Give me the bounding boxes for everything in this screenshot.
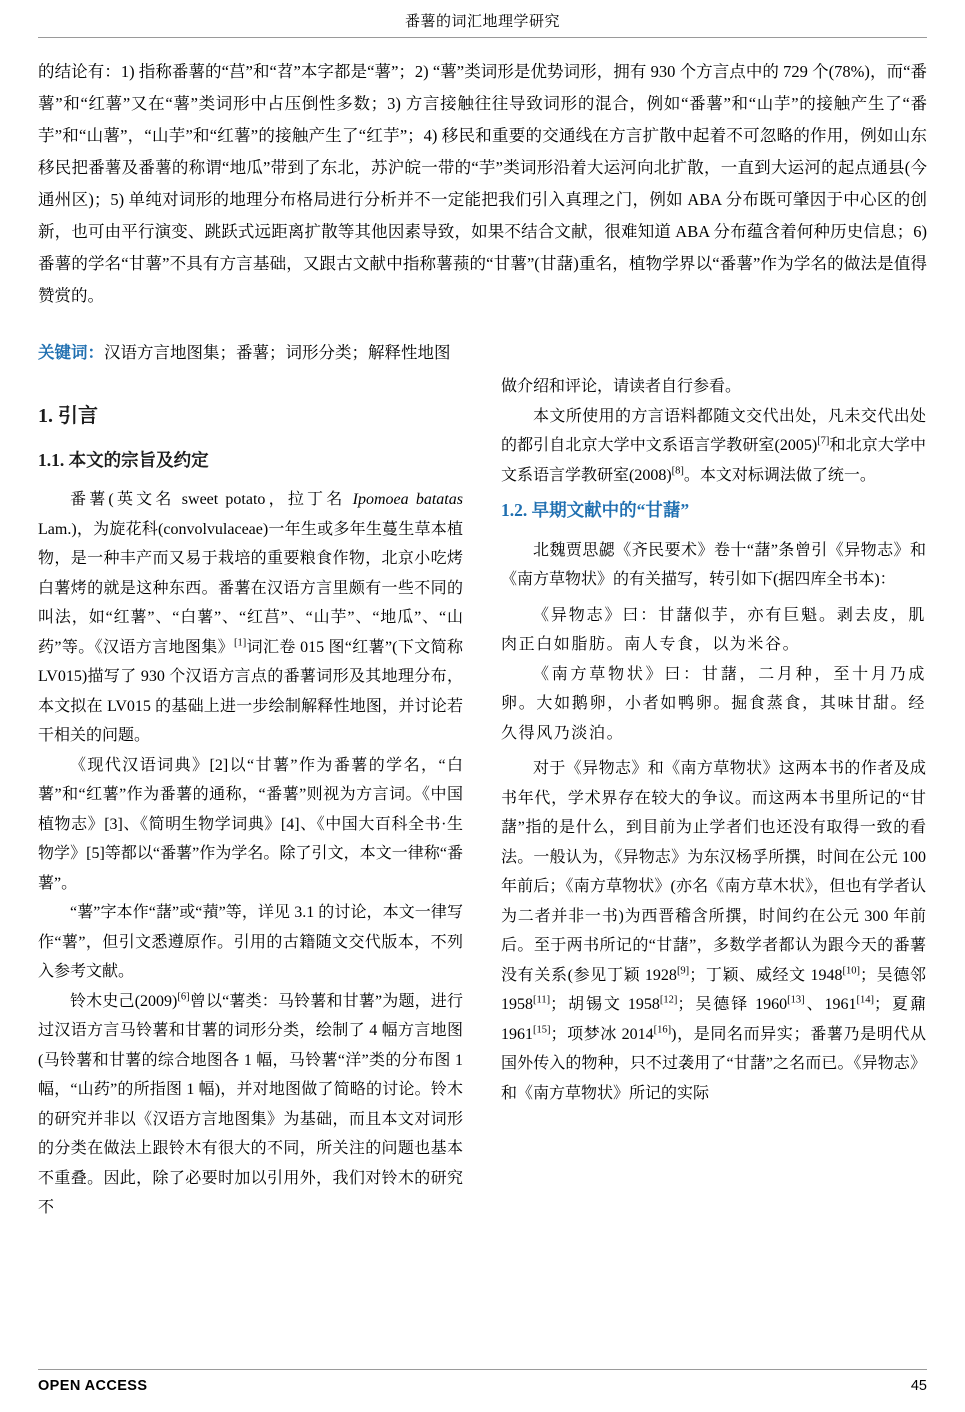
latin-term: sweet potato	[181, 491, 266, 508]
left-paragraph-2: 《现代汉语词典》[2]以“甘薯”作为番薯的学名，“白薯”和“红薯”作为番薯的通称，“番薯”则视为方言词。《中国植物志》[3]、《简明生物学词典》[4]、《中国大百科全书·生物学》[5]等都以“番薯”作为学名。除了引文，本文一律称“番薯”。	[38, 756, 463, 892]
keywords-label: 关键词：	[38, 343, 104, 362]
reference-marker: [12]	[659, 994, 678, 1006]
conclusion-block	[38, 56, 927, 312]
open-access-label: OPEN ACCESS	[38, 1378, 148, 1394]
header-divider	[38, 37, 927, 38]
quote-2: 《南方草物状》曰：甘藷，二月种，至十月乃成卵。大如鹅卵，小者如鸭卵。掘食蒸食，其味甘甜。经久得风乃淡泊。	[501, 665, 926, 742]
footer-divider	[38, 1369, 927, 1370]
left-column	[38, 372, 463, 1223]
reference-marker: [15]	[533, 1024, 551, 1036]
section-heading-1-2: 1.2. 早期文献中的“甘藷”	[501, 500, 690, 520]
reference-marker: [11]	[533, 994, 551, 1006]
right-column	[501, 372, 926, 1223]
running-head: 番薯的词汇地理学研究	[404, 14, 560, 30]
latin-author: Lam.	[38, 520, 72, 538]
two-column-body	[38, 372, 927, 1223]
reference-marker: [1]	[233, 637, 247, 649]
right-paragraph-3: 北魏贾思勰《齐民要术》卷十“藷”条曾引《异物志》和《南方草物状》的有关描写，转引如下(据四库全书本)：	[501, 541, 926, 588]
reference-marker: [8]	[671, 465, 684, 477]
left-paragraph-1: 番薯(英文名 sweet potato，拉丁名 Ipomoea batatas Lam.)，为旋花科(convolvulaceae)一年生或多年生蔓生草本植物，是一种丰产而又易于栽培的重要粮食作物，北京小吃烤白薯烤的就是这种东西。番薯在汉语方言里颇有一些不同的叫法，如“红薯”、“白薯”、“红莒”、“山芋”、“地瓜”、“山药”等。《汉语方言地图集》[1]词汇卷 015 图“红薯”(下文简称 LV015)描写了 930 个汉语方言点的番薯词形及其地理分布，本文拟在 LV015 的基础上进一步绘制解释性地图，并讨论若干相关的问题。	[38, 491, 463, 744]
keywords-block	[38, 338, 927, 368]
reference-marker: [16]	[653, 1024, 672, 1036]
reference-marker: [7]	[817, 435, 830, 447]
reference-marker: [9]	[676, 965, 690, 977]
keywords-value: 汉语方言地图集；番薯；词形分类；解释性地图	[104, 343, 451, 362]
right-paragraph-1: 做介绍和评论，请读者自行参看。	[501, 378, 742, 395]
quote-block	[501, 601, 926, 749]
left-paragraph-4: 铃木史己(2009)[6]曾以“薯类：马铃薯和甘薯”为题，进行过汉语方言马铃薯和甘薯的词形分类，绘制了 4 幅方言地图(马铃薯和甘薯的综合地图各 1 幅，马铃薯“洋”类的分布图 1 幅，“山药”的所指图 1 幅)，并对地图做了简略的讨论。铃木的研究并非以《汉语方言地图集》为基础，而且本文对词形的分类在做法上跟铃木有很大的不同，所关注的问题也基本不重叠。因此，除了必要时加以引用外，我们对铃木的研究不	[38, 991, 463, 1216]
reference-marker: [14]	[856, 994, 875, 1006]
section-heading-1-1: 1.1. 本文的宗旨及约定	[38, 449, 209, 470]
page-number: 45	[910, 1378, 927, 1394]
quote-1: 《异物志》曰：甘藷似芋，亦有巨魁。剥去皮，肌肉正白如脂肪。南人专食，以为米谷。	[501, 606, 926, 653]
latin-family: convolvulaceae	[163, 520, 263, 538]
reference-marker: [10]	[842, 965, 860, 977]
reference-marker: [6]	[177, 991, 190, 1003]
page-footer	[38, 1378, 927, 1394]
left-paragraph-3: “薯”字本作“藷”或“蕷”等，详见 3.1 的讨论，本文一律写作“薯”，但引文悉遵原作。引用的古籍随文交代版本，不列入参考文献。	[38, 904, 463, 980]
conclusion-paragraph: 的结论有：1) 指称番薯的“莒”和“苕”本字都是“薯”；2) “薯”类词形是优势词形，拥有 930 个方言点中的 729 个(78%)，而“番薯”和“红薯”又在“薯”类词形中占压倒性多数；3) 方言接触往往导致词形的混合，例如“番薯”和“山芋”的接触产生了“番芋”和“山薯”，“山芋”和“红薯”的接触产生了“红芋”；4) 移民和重要的交通线在方言扩散中起着不可忽略的作用，例如山东移民把番薯及番薯的称谓“地瓜”带到了东北，苏沪皖一带的“芋”类词形沿着大运河向北扩散，一直到大运河的起点通县(今通州区)；5) 单纯对词形的地理分布格局进行分析并不一定能把我们引入真理之门，例如 ABA 分布既可肇因于中心区的创新，也可由平行演变、跳跃式远距离扩散等其他因素导致，如果不结合文献，很难知道 ABA 分布蕴含着何种历史信息；6) 番薯的学名“甘薯”不具有方言基础，又跟古文献中指称薯蓣的“甘薯”(甘藷)重名，植物学界以“番薯”作为学名的做法是值得赞赏的。	[38, 62, 927, 305]
right-paragraph-4: 对于《异物志》和《南方草物状》这两本书的作者及成书年代，学术界存在较大的争议。而这两本书里所记的“甘藷”指的是什么，到目前为止学者们也还没有取得一致的看法。一般认为，《异物志》为东汉杨孚所撰，时间在公元 100 年前后；《南方草物状》(亦名《南方草木状》，但也有学者认为二者并非一书)为西晋稽含所撰，时间约在公元 300 年前后。至于两书所记的“甘藷”，多数学者都认为跟今天的番薯没有关系(参见丁颖 1928[9]；丁颖、威经文 1948[10]；吴德邻 1958[11]；胡锡文 1958[12]；吴德铎 1960[13]、1961[14]；夏鼐 1961[15]；项梦冰 2014[16])，是同名而异实；番薯乃是明代从国外传入的物种，只不过袭用了“甘藷”之名而已。《异物志》和《南方草物状》所记的实际	[501, 760, 926, 1102]
right-paragraph-2: 本文所使用的方言语料都随文交代出处，凡未交代出处的都引自北京大学中文系语言学教研室(2005)[7]和北京大学中文系语言学教研室(2008)[8]。本文对标调法做了统一。	[501, 407, 926, 484]
section-heading-1: 1. 引言	[38, 405, 98, 427]
latin-binomial: Ipomoea batatas	[352, 491, 463, 508]
reference-marker: [13]	[787, 994, 805, 1006]
